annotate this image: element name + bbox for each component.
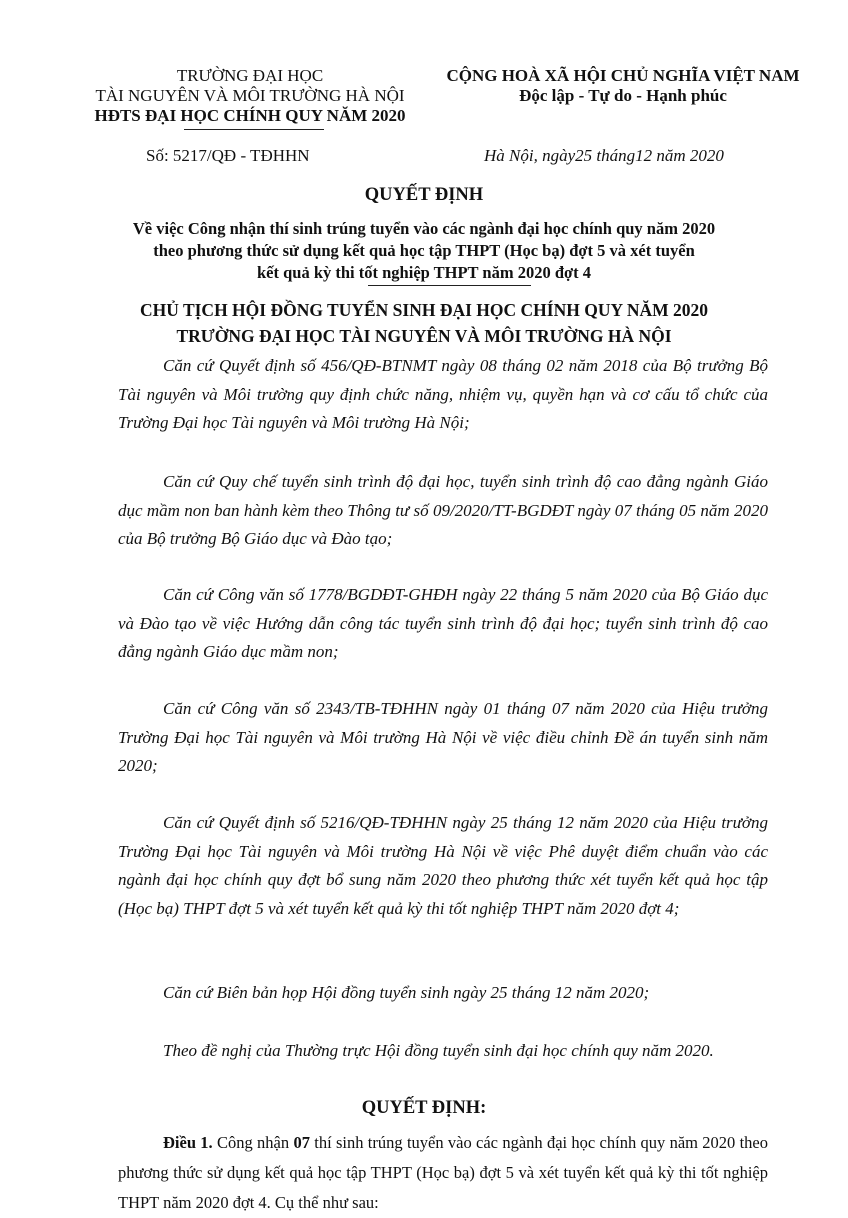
article-1-label: Điều 1. — [163, 1133, 213, 1152]
document-date — [484, 146, 724, 166]
subject-line-1: Về việc Công nhận thí sinh trúng tuyển vào các ngành đại học chính quy năm 2020 — [132, 219, 716, 238]
legal-basis-2: Căn cứ Quy chế tuyển sinh trình độ đại học, tuyển sinh trình độ cao đẳng ngành Giáo dục mầm non ban hành kèm theo Thông tư số 09/2020/TT-BGDĐT ngày 07 tháng 05 năm 2020 của Bộ trưởng Bộ Giáo dục và Đào tạo; — [118, 472, 768, 548]
motto: Độc lập - Tự do - Hạnh phúc — [519, 86, 727, 105]
legal-basis-7: Theo đề nghị của Thường trực Hội đồng tuyển sinh đại học chính quy năm 2020. — [163, 1041, 714, 1060]
legal-basis-5: Căn cứ Quyết định số 5216/QĐ-TĐHHN ngày 25 tháng 12 năm 2020 của Hiệu trưởng Trường Đại học Tài nguyên và Môi trường Hà Nội về việc Phê duyệt điểm chuẩn vào các ngành đại học chính quy đợt bổ sung năm 2020 theo phương thức xét tuyển kết quả học tập (Học bạ) THPT đợt 5 và xét tuyển kết quả kỳ thi tốt nghiệp THPT năm 2020 đợt 4; — [118, 813, 768, 918]
legal-basis-4: Căn cứ Công văn số 2343/TB-TĐHHN ngày 01 tháng 07 năm 2020 của Hiệu trưởng Trường Đại học Tài nguyên và Môi trường Hà Nội về việc điều chỉnh Đề án tuyển sinh năm 2020; — [118, 699, 768, 775]
decision-heading: QUYẾT ĐỊNH: — [361, 1098, 487, 1118]
issuer-underline — [184, 129, 324, 130]
date-suffix: năm 2020 — [652, 146, 724, 165]
issuer-council-name: HĐTS ĐẠI HỌC CHÍNH QUY NĂM 2020 — [94, 106, 406, 125]
legal-basis-6: Căn cứ Biên bản họp Hội đồng tuyển sinh ngày 25 tháng 12 năm 2020; — [163, 983, 650, 1002]
issuer-university-name: TÀI NGUYÊN VÀ MÔI TRƯỜNG HÀ NỘI — [95, 86, 405, 105]
legal-basis-1: Căn cứ Quyết định số 456/QĐ-BTNMT ngày 08 tháng 02 năm 2018 của Bộ trưởng Bộ Tài nguyên và Môi trường quy định chức năng, nhiệm vụ, quyền hạn và cơ cấu tổ chức của Trường Đại học Tài nguyên và Môi trường Hà Nội; — [118, 356, 768, 432]
council-line-1: CHỦ TỊCH HỘI ĐỒNG TUYỂN SINH ĐẠI HỌC CHÍNH QUY NĂM 2020 — [140, 300, 708, 320]
date-month: 12 — [635, 146, 653, 165]
subject-line-3: kết quả kỳ thi tốt nghiệp THPT năm 2020 đợt 4 — [256, 263, 591, 282]
article-1 — [118, 1128, 768, 1218]
issuer-block — [70, 66, 430, 126]
subject-underline — [368, 285, 531, 286]
issuer-university-line: TRƯỜNG ĐẠI HỌC — [176, 66, 324, 85]
date-day: 25 — [575, 146, 593, 165]
date-prefix: Hà Nội, ngày — [484, 146, 576, 165]
council-line-2: TRƯỜNG ĐẠI HỌC TÀI NGUYÊN VÀ MÔI TRƯỜNG HÀ NỘI — [176, 326, 672, 346]
article-1-text-after: thí sinh trúng tuyển vào các ngành đại học chính quy năm 2020 theo phương thức sử dụng kết quả học tập THPT (Học bạ) đợt 5 và xét tuyển kết quả kỳ thi tốt nghiệp THPT năm 2020 đợt 4. Cụ thể như sau: — [118, 1133, 768, 1212]
document-number: Số: 5217/QĐ - TĐHHN — [146, 146, 310, 165]
date-month-word: tháng — [592, 146, 636, 165]
article-1-text-before: Công nhận — [212, 1133, 294, 1152]
legal-basis-3: Căn cứ Công văn số 1778/BGDĐT-GHĐH ngày 22 tháng 5 năm 2020 của Bộ Giáo dục và Đào tạo về việc Hướng dẫn công tác tuyển sinh trình độ đại học; tuyển sinh trình độ cao đẳng ngành Giáo dục mầm non; — [118, 585, 768, 661]
document-subject — [60, 218, 788, 284]
subject-line-2: theo phương thức sử dụng kết quả học tập THPT (Học bạ) đợt 5 và xét tuyển — [153, 241, 695, 260]
document-title: QUYẾT ĐỊNH — [364, 185, 484, 205]
article-1-count: 07 — [293, 1133, 310, 1152]
country-name: CỘNG HOÀ XÃ HỘI CHỦ NGHĨA VIỆT NAM — [446, 66, 800, 85]
council-heading — [40, 297, 808, 349]
national-motto-block — [418, 66, 828, 106]
